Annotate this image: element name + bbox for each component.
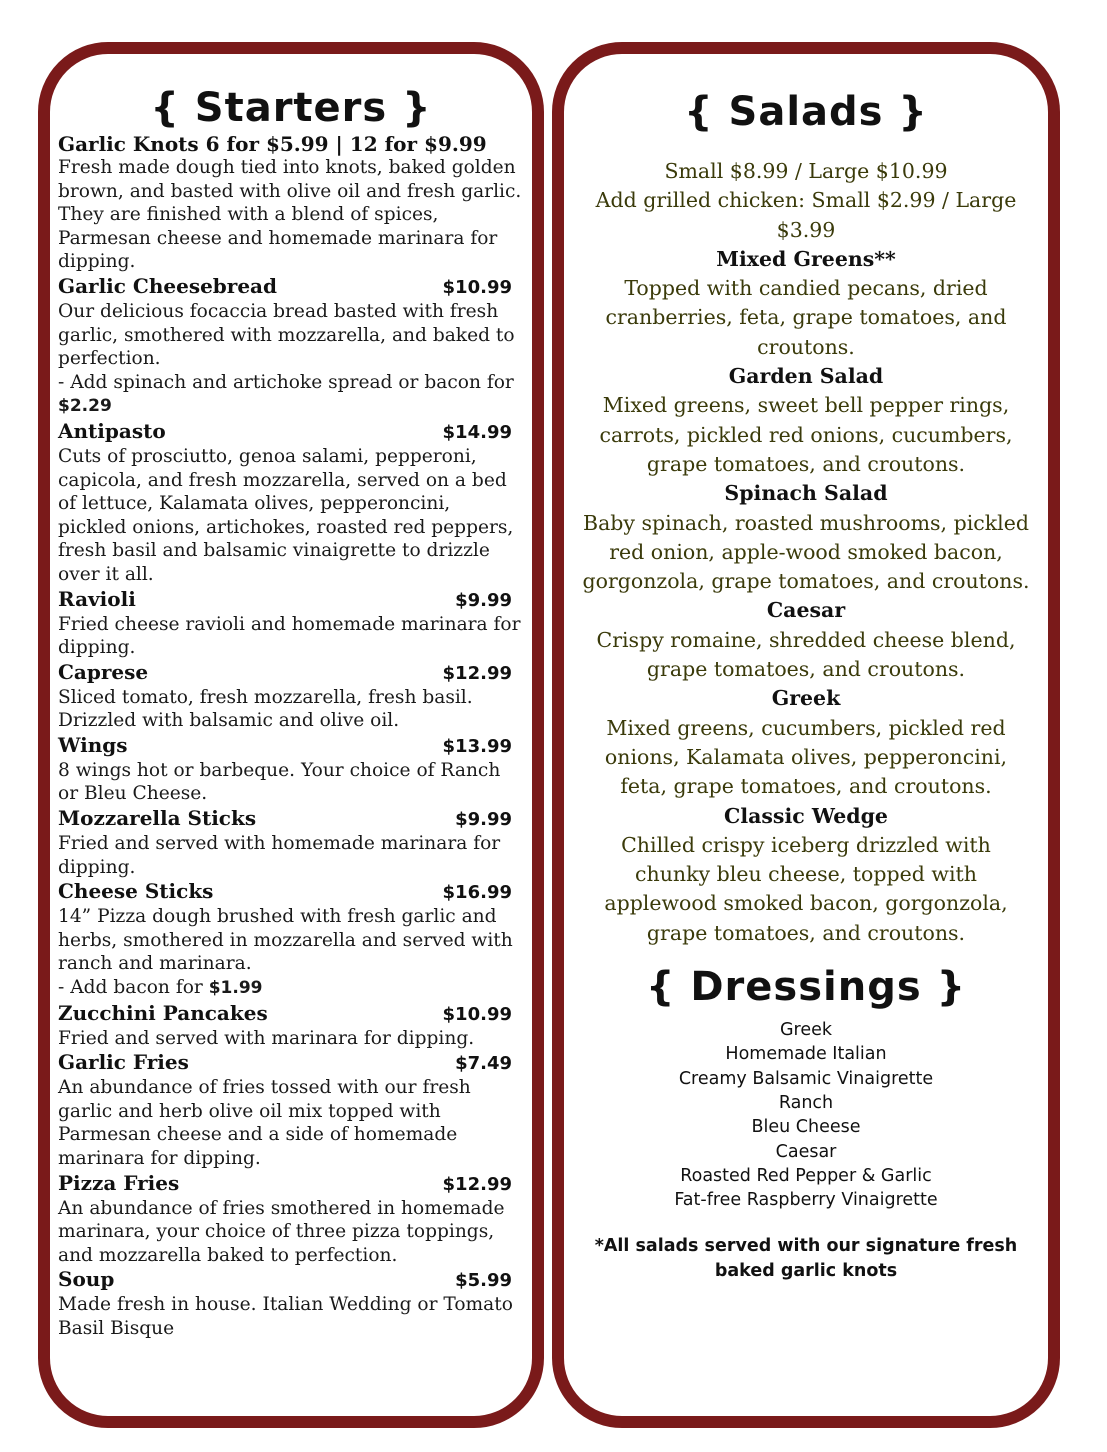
- starter-name: Pizza Fries: [58, 1170, 180, 1195]
- starter-header: [58, 1001, 522, 1027]
- dressings-list: [564, 1018, 1048, 1212]
- starter-description: Cuts of prosciutto, genoa salami, pepperoni, capicola, and fresh mozzarella, served on a bed of lettuce, Kalamata olives, pepperoncini, pickled onions, artichokes, roasted red peppers, fresh basil and balsamic vinaigrette to drizzle over it all.: [58, 445, 514, 585]
- dressing-item: Roasted Red Pepper & Garlic: [680, 1165, 932, 1186]
- starter-header: [58, 660, 522, 686]
- salad-item: [564, 684, 1048, 801]
- salad-description: Chilled crispy iceberg drizzled with chunky bleu cheese, topped with applewood smoked bacon, gorgonzola, grape tomatoes, and croutons.: [604, 832, 1008, 945]
- dressing-item: Bleu Cheese: [751, 1117, 861, 1138]
- starter-description: Fried cheese ravioli and homemade marinara for dipping.: [58, 613, 521, 659]
- salad-description: Mixed greens, sweet bell pepper rings, carrots, pickled red onions, cucumbers, grape tomatoes, and croutons.: [599, 393, 1013, 476]
- starter-item: [58, 587, 522, 660]
- starter-item: [58, 1050, 522, 1170]
- dressing-item: Caesar: [775, 1141, 837, 1162]
- starter-name: Ravioli: [58, 586, 136, 611]
- salads-list: [564, 245, 1048, 948]
- salad-item: [564, 479, 1048, 596]
- starter-price: $10.99: [442, 276, 512, 298]
- starters-title: { Starters }: [150, 85, 432, 131]
- starter-header: [58, 1050, 522, 1076]
- salad-item: [564, 802, 1048, 948]
- salads-title: { Salads }: [684, 89, 928, 135]
- dressing-item: Fat-free Raspberry Vinaigrette: [674, 1190, 938, 1211]
- starter-description: Fried and served with homemade marinara for dipping.: [58, 833, 501, 878]
- salad-description: Mixed greens, cucumbers, pickled red onions, Kalamata olives, pepperoncini, feta, grape tomatoes, and croutons.: [604, 715, 1008, 799]
- starter-addon: [58, 976, 522, 1001]
- salad-name: Mixed Greens**: [716, 246, 896, 271]
- salad-description: Crispy romaine, shredded cheese blend, grape tomatoes, and croutons.: [596, 627, 1016, 682]
- starter-item: [58, 132, 522, 274]
- starter-name: Mozzarella Sticks: [58, 806, 257, 831]
- starter-description: Our delicious focaccia bread basted with fresh garlic, smothered with mozzarella, and baked to perfection.: [58, 300, 515, 370]
- starter-header: [58, 274, 522, 300]
- starter-header: [58, 587, 522, 613]
- starter-price: $9.99: [455, 589, 512, 611]
- salad-item: [564, 362, 1048, 479]
- starter-description: Fried and served with marinara for dipping.: [58, 1027, 475, 1049]
- salad-name: Classic Wedge: [724, 803, 888, 828]
- starter-name: Caprese: [58, 659, 149, 684]
- dressings-note: *All salads served with our signature fresh baked garlic knots: [594, 1236, 1018, 1282]
- starter-description: Fresh made dough tied into knots, baked golden brown, and basted with olive oil and fresh garlic. They are finished with a blend of spices, Parmesan cheese and homemade marinara for dipping.: [58, 157, 522, 273]
- salad-description: Baby spinach, roasted mushrooms, pickled red onion, apple-wood smoked bacon, gorgonzola, grape tomatoes, and croutons.: [582, 510, 1030, 594]
- starter-price: $16.99: [442, 882, 512, 904]
- starter-price: $12.99: [442, 1173, 512, 1195]
- dressing-item: Greek: [779, 1020, 833, 1041]
- starter-item: [58, 419, 522, 587]
- starter-description: 8 wings hot or barbeque. Your choice of Ranch or Bleu Cheese.: [58, 759, 501, 805]
- starter-price: $14.99: [442, 421, 512, 443]
- starter-name: Wings: [58, 732, 128, 757]
- starter-name: Garlic Cheesebread: [58, 273, 277, 298]
- starter-description: 14” Pizza dough brushed with fresh garlic and herbs, smothered in mozzarella and served with ranch and marinara.: [58, 906, 513, 975]
- starter-header: [58, 419, 522, 445]
- salad-name: Garden Salad: [728, 364, 884, 389]
- starter-price: $5.99: [455, 1270, 512, 1292]
- starter-header: [58, 879, 522, 905]
- starter-description: An abundance of fries tossed with our fresh garlic and herb olive oil mix topped with Parmesan cheese and a side of homemade marinara for dipping.: [58, 1077, 471, 1169]
- starter-header: [58, 806, 522, 832]
- starter-description: Sliced tomato, fresh mozzarella, fresh basil. Drizzled with balsamic and olive oil.: [58, 686, 473, 732]
- dressings-title: { Dressings }: [645, 964, 967, 1011]
- dressing-item: Creamy Balsamic Vinaigrette: [678, 1068, 934, 1089]
- starter-description: An abundance of fries smothered in homemade marinara, your choice of three pizza toppings, and mozzarella baked to perfection.: [58, 1197, 505, 1266]
- salad-name: Caesar: [766, 598, 846, 623]
- starter-header: [58, 733, 522, 759]
- salad-description: Topped with candied pecans, dried cranberries, feta, grape tomatoes, and croutons.: [605, 276, 1007, 359]
- starter-name: Garlic Fries: [58, 1050, 189, 1075]
- starters-panel: [38, 42, 544, 1428]
- starter-name: Garlic Knots 6 for $5.99 | 12 for $9.99: [58, 132, 487, 156]
- starter-header: [58, 132, 522, 156]
- salad-item: [564, 596, 1048, 684]
- starter-price: $9.99: [455, 809, 512, 831]
- starter-item: [58, 274, 522, 419]
- starter-item: [58, 1001, 522, 1051]
- starter-addon-text: - Add spinach and artichoke spread or bacon for: [58, 371, 514, 393]
- starter-item: [58, 806, 522, 879]
- starter-price: $7.49: [455, 1053, 512, 1075]
- starter-addon-price: $1.99: [208, 978, 263, 999]
- salad-name: Spinach Salad: [724, 481, 888, 506]
- salads-pricing-chicken: Add grilled chicken: Small $2.99 / Large $3.99: [595, 188, 1017, 242]
- starter-price: $12.99: [442, 662, 512, 684]
- salad-item: [564, 245, 1048, 362]
- salad-name: Greek: [771, 686, 841, 711]
- starter-name: Soup: [58, 1267, 115, 1292]
- starter-item: [58, 879, 522, 1000]
- salads-pricing-size: Small $8.99 / Large $10.99: [664, 159, 948, 183]
- starters-list: [50, 132, 532, 1341]
- starter-price: $13.99: [442, 735, 512, 757]
- starter-header: [58, 1267, 522, 1293]
- starter-name: Cheese Sticks: [58, 879, 214, 904]
- starter-name: Zucchini Pancakes: [58, 1000, 268, 1025]
- starter-item: [58, 660, 522, 733]
- starter-price: $10.99: [442, 1003, 512, 1025]
- starter-addon-price: $2.29: [58, 396, 112, 417]
- starter-header: [58, 1171, 522, 1197]
- starter-description: Made fresh in house. Italian Wedding or Tomato Basil Bisque: [58, 1294, 513, 1339]
- salads-panel: [552, 42, 1060, 1428]
- starter-item: [58, 733, 522, 806]
- salads-pricing: [564, 157, 1048, 245]
- starter-addon-text: - Add bacon for: [58, 977, 209, 999]
- dressing-item: Ranch: [778, 1092, 834, 1113]
- dressing-item: Homemade Italian: [725, 1044, 887, 1065]
- starter-name: Antipasto: [58, 418, 166, 443]
- starter-item: [58, 1171, 522, 1268]
- starter-addon: [58, 371, 522, 419]
- starter-item: [58, 1267, 522, 1340]
